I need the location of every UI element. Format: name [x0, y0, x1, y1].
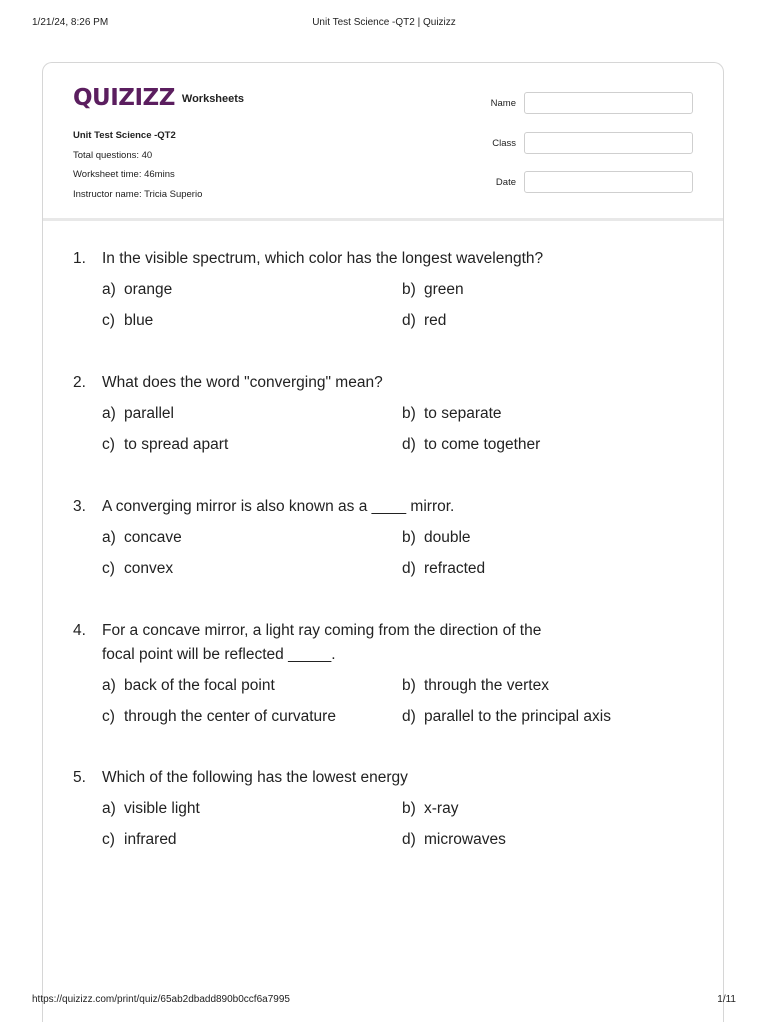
question-text-line-2: focal point will be reflected _____.	[102, 646, 336, 663]
brand-row	[73, 83, 244, 113]
quizizz-logo: QUIZIZZ	[73, 85, 175, 111]
answer-options	[102, 280, 693, 342]
date-label: Date	[495, 176, 516, 188]
page-number: 1/11	[717, 994, 736, 1005]
question-number: 1.	[73, 250, 86, 267]
print-header	[32, 17, 736, 31]
option-d: d) microwaves	[402, 831, 506, 848]
worksheet-sheet	[42, 62, 724, 1022]
option-b: b) x-ray	[402, 800, 459, 817]
question-number: 3.	[73, 498, 86, 515]
option-a: a) concave	[102, 529, 182, 546]
question-text	[102, 620, 693, 665]
option-b: b) green	[402, 281, 464, 298]
instructor-name: Instructor name: Tricia Superio	[73, 188, 203, 200]
answer-options	[102, 799, 693, 861]
class-field[interactable]	[524, 132, 693, 154]
print-datetime: 1/21/24, 8:26 PM	[32, 17, 109, 28]
option-a: a) parallel	[102, 405, 174, 422]
question-stem	[73, 372, 693, 393]
question-2	[73, 372, 693, 466]
question-number: 2.	[73, 374, 86, 391]
option-c: c) convex	[102, 560, 174, 577]
option-c: c) through the center of curvature	[102, 708, 336, 725]
option-d: d) parallel to the principal axis	[402, 708, 611, 725]
question-stem	[73, 248, 693, 269]
question-1	[73, 248, 693, 342]
question-number: 5.	[73, 769, 86, 786]
option-b: b) through the vertex	[402, 677, 549, 694]
question-text: A converging mirror is also known as a ____ mirror.	[102, 498, 455, 515]
name-field[interactable]	[524, 92, 693, 114]
question-stem	[73, 767, 693, 788]
date-field-row	[456, 170, 693, 194]
option-b: b) to separate	[402, 405, 502, 422]
print-footer	[32, 994, 736, 1008]
print-page-title: Unit Test Science -QT2 | Quizizz	[312, 17, 456, 28]
question-text: Which of the following has the lowest energy	[102, 769, 408, 786]
option-d: d) red	[402, 312, 447, 329]
question-stem	[73, 496, 693, 517]
option-d: d) to come together	[402, 436, 541, 453]
worksheet-meta	[73, 126, 202, 204]
option-c: c) blue	[102, 312, 154, 329]
option-a: a) back of the focal point	[102, 677, 275, 694]
option-b: b) double	[402, 529, 471, 546]
question-3	[73, 496, 693, 590]
question-4	[73, 620, 693, 738]
option-a: a) orange	[102, 281, 173, 298]
name-field-row	[456, 91, 693, 115]
total-questions: Total questions: 40	[73, 149, 153, 161]
question-5	[73, 767, 693, 861]
option-a: a) visible light	[102, 800, 200, 817]
question-text: In the visible spectrum, which color has the longest wavelength?	[102, 250, 544, 267]
option-d: d) refracted	[402, 560, 486, 577]
name-label: Name	[490, 97, 516, 109]
class-label: Class	[492, 137, 516, 149]
print-url: https://quizizz.com/print/quiz/65ab2dbadd890b0ccf6a7995	[32, 994, 290, 1005]
worksheet-title: Unit Test Science -QT2	[73, 130, 176, 141]
question-text: What does the word "converging" mean?	[102, 374, 383, 391]
class-field-row	[456, 131, 693, 155]
product-label: Worksheets	[181, 93, 245, 105]
worksheet-time: Worksheet time: 46mins	[73, 169, 175, 180]
answer-options	[102, 528, 693, 590]
answer-options	[102, 676, 693, 738]
option-c: c) infrared	[102, 831, 177, 848]
option-c: c) to spread apart	[102, 436, 229, 453]
answer-options	[102, 404, 693, 466]
question-stem	[73, 620, 693, 665]
question-number: 4.	[73, 622, 86, 639]
date-field[interactable]	[524, 171, 693, 193]
worksheet-header	[43, 63, 723, 221]
question-text-line-1: For a concave mirror, a light ray coming from the direction of the	[102, 622, 542, 639]
